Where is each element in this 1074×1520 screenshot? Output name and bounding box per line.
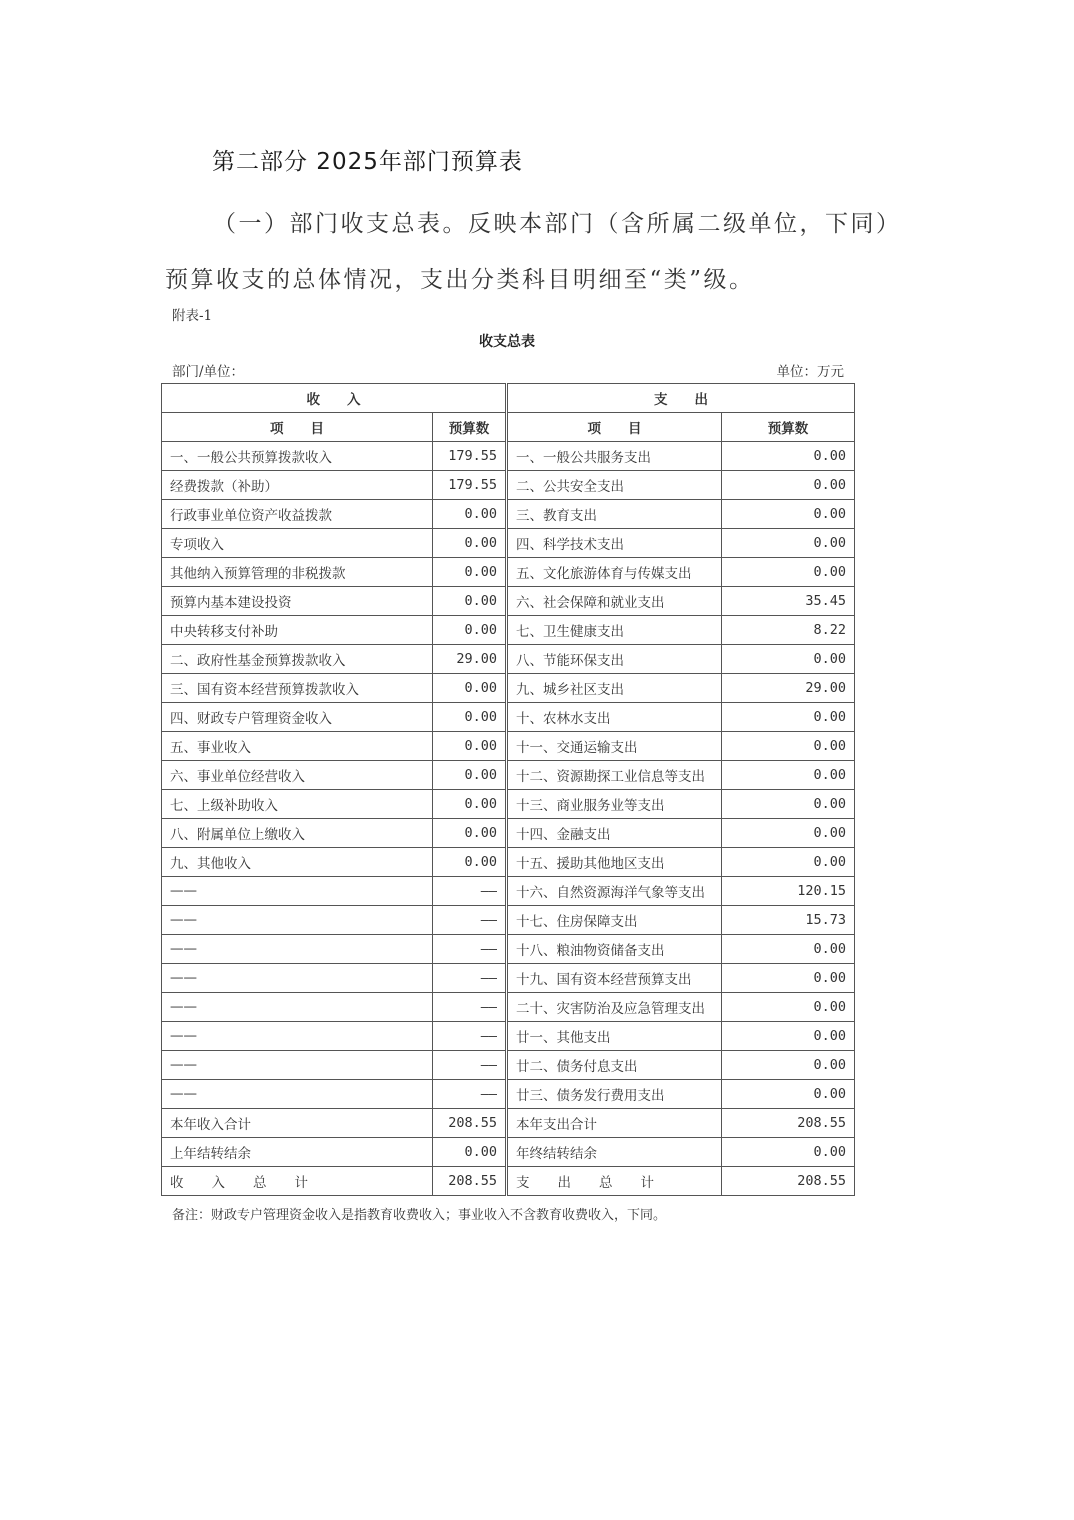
table-row (162, 558, 855, 587)
expense-value-cell: 0.00 (722, 848, 855, 877)
table-row (162, 761, 855, 790)
expense-value-cell: 0.00 (722, 645, 855, 674)
table-row (162, 1080, 855, 1109)
income-item-cell: 三、国有资本经营预算拨款收入 (162, 674, 433, 703)
appendix-label: 附表-1 (172, 308, 213, 324)
table-row (162, 1138, 855, 1167)
table-note: 备注：财政专户管理资金收入是指教育收费收入；事业收入不含教育收费收入，下同。 (172, 1208, 667, 1223)
table-row (162, 935, 855, 964)
expense-item-cell: 十一、交通运输支出 (508, 732, 722, 761)
expense-item-cell: 十六、自然资源海洋气象等支出 (508, 877, 722, 906)
income-value-cell: —— (433, 964, 506, 993)
expense-value-cell: 8.22 (722, 616, 855, 645)
income-item-cell: —— (162, 1080, 433, 1109)
income-item-cell: 收入总计 (162, 1167, 433, 1196)
table-row (162, 471, 855, 500)
income-item-cell: —— (162, 993, 433, 1022)
expense-value-cell: 35.45 (722, 587, 855, 616)
expense-budget-header: 预算数 (722, 413, 855, 442)
expense-value-cell: 0.00 (722, 1051, 855, 1080)
income-value-cell: 0.00 (433, 848, 506, 877)
expense-value-cell: 0.00 (722, 500, 855, 529)
income-value-cell: —— (433, 935, 506, 964)
income-item-cell: 本年收入合计 (162, 1109, 433, 1138)
expense-item-cell: 廿二、债务付息支出 (508, 1051, 722, 1080)
income-value-cell: 0.00 (433, 1138, 506, 1167)
table-row (162, 993, 855, 1022)
income-item-cell: 五、事业收入 (162, 732, 433, 761)
expense-value-cell: 0.00 (722, 1138, 855, 1167)
expense-value-cell: 0.00 (722, 732, 855, 761)
income-item-cell: —— (162, 935, 433, 964)
income-item-cell: —— (162, 906, 433, 935)
expense-item-cell: 九、城乡社区支出 (508, 674, 722, 703)
table-row (162, 703, 855, 732)
expense-value-cell: 15.73 (722, 906, 855, 935)
expense-item-cell: 本年支出合计 (508, 1109, 722, 1138)
expense-value-cell: 0.00 (722, 442, 855, 471)
income-item-cell: 九、其他收入 (162, 848, 433, 877)
expense-value-cell: 0.00 (722, 964, 855, 993)
income-item-cell: —— (162, 964, 433, 993)
expense-value-cell: 120.15 (722, 877, 855, 906)
table-row (162, 790, 855, 819)
expense-item-cell: 十八、粮油物资储备支出 (508, 935, 722, 964)
table-row (162, 964, 855, 993)
expense-value-cell: 29.00 (722, 674, 855, 703)
income-value-cell: 0.00 (433, 819, 506, 848)
income-value-cell: —— (433, 1080, 506, 1109)
table-header-row (162, 384, 855, 413)
table-title: 收支总表 (479, 334, 535, 350)
table-row (162, 500, 855, 529)
income-value-cell: 179.55 (433, 442, 506, 471)
table-row (162, 732, 855, 761)
income-value-cell: 0.00 (433, 529, 506, 558)
income-value-cell: 0.00 (433, 703, 506, 732)
income-item-cell: 一、一般公共预算拨款收入 (162, 442, 433, 471)
income-value-cell: 29.00 (433, 645, 506, 674)
table-row (162, 1109, 855, 1138)
expense-item-cell: 支出总计 (508, 1167, 722, 1196)
section-title: 第二部分 2025年部门预算表 (212, 149, 523, 175)
income-value-cell: —— (433, 1051, 506, 1080)
income-item-cell: 其他纳入预算管理的非税拨款 (162, 558, 433, 587)
expense-item-cell: 三、教育支出 (508, 500, 722, 529)
income-item-cell: —— (162, 1022, 433, 1051)
expense-item-cell: 十、农林水支出 (508, 703, 722, 732)
table-row (162, 616, 855, 645)
expense-value-cell: 0.00 (722, 1022, 855, 1051)
expense-value-cell: 208.55 (722, 1109, 855, 1138)
income-header: 收 入 (162, 384, 506, 413)
expense-item-cell: 八、节能环保支出 (508, 645, 722, 674)
income-item-cell: 预算内基本建设投资 (162, 587, 433, 616)
expense-item-cell: 十五、援助其他地区支出 (508, 848, 722, 877)
expense-item-cell: 二、公共安全支出 (508, 471, 722, 500)
intro-paragraph (165, 196, 925, 308)
expense-item-cell: 廿三、债务发行费用支出 (508, 1080, 722, 1109)
expense-value-cell: 0.00 (722, 529, 855, 558)
expense-item-cell: 二十、灾害防治及应急管理支出 (508, 993, 722, 1022)
table-row (162, 877, 855, 906)
income-item-cell: 六、事业单位经营收入 (162, 761, 433, 790)
expense-item-header: 项 目 (508, 413, 722, 442)
expense-item-cell: 十三、商业服务业等支出 (508, 790, 722, 819)
income-value-cell: —— (433, 993, 506, 1022)
budget-table (161, 383, 855, 1196)
expense-item-cell: 十七、住房保障支出 (508, 906, 722, 935)
expense-item-cell: 四、科学技术支出 (508, 529, 722, 558)
expense-value-cell: 0.00 (722, 558, 855, 587)
table-row (162, 848, 855, 877)
table-row (162, 1167, 855, 1196)
income-value-cell: 0.00 (433, 500, 506, 529)
income-item-cell: 中央转移支付补助 (162, 616, 433, 645)
expense-value-cell: 208.55 (722, 1167, 855, 1196)
income-budget-header: 预算数 (433, 413, 506, 442)
income-item-cell: —— (162, 877, 433, 906)
income-item-cell: —— (162, 1051, 433, 1080)
income-value-cell: —— (433, 877, 506, 906)
table-row (162, 645, 855, 674)
income-item-header: 项 目 (162, 413, 433, 442)
income-item-cell: 二、政府性基金预算拨款收入 (162, 645, 433, 674)
income-value-cell: 0.00 (433, 587, 506, 616)
expense-value-cell: 0.00 (722, 790, 855, 819)
expense-value-cell: 0.00 (722, 761, 855, 790)
income-value-cell: 0.00 (433, 616, 506, 645)
income-value-cell: 208.55 (433, 1109, 506, 1138)
expense-value-cell: 0.00 (722, 993, 855, 1022)
income-item-cell: 八、附属单位上缴收入 (162, 819, 433, 848)
income-value-cell: —— (433, 1022, 506, 1051)
unit-label: 单位：万元 (776, 364, 844, 380)
income-item-cell: 四、财政专户管理资金收入 (162, 703, 433, 732)
table-row (162, 906, 855, 935)
income-value-cell: 0.00 (433, 558, 506, 587)
table-row (162, 819, 855, 848)
expense-value-cell: 0.00 (722, 471, 855, 500)
expense-item-cell: 年终结转结余 (508, 1138, 722, 1167)
expense-value-cell: 0.00 (722, 1080, 855, 1109)
income-value-cell: 0.00 (433, 674, 506, 703)
expense-item-cell: 一、一般公共服务支出 (508, 442, 722, 471)
table-row (162, 442, 855, 471)
table-subheader-row (162, 413, 855, 442)
expense-item-cell: 五、文化旅游体育与传媒支出 (508, 558, 722, 587)
income-item-cell: 经费拨款（补助） (162, 471, 433, 500)
table-row (162, 1022, 855, 1051)
department-label: 部门/单位： (172, 364, 245, 380)
income-value-cell: 208.55 (433, 1167, 506, 1196)
table-row (162, 1051, 855, 1080)
expense-value-cell: 0.00 (722, 703, 855, 732)
income-item-cell: 专项收入 (162, 529, 433, 558)
income-item-cell: 行政事业单位资产收益拨款 (162, 500, 433, 529)
income-value-cell: 0.00 (433, 732, 506, 761)
income-value-cell: 0.00 (433, 790, 506, 819)
expense-item-cell: 十四、金融支出 (508, 819, 722, 848)
table-row (162, 587, 855, 616)
expense-item-cell: 六、社会保障和就业支出 (508, 587, 722, 616)
income-value-cell: 179.55 (433, 471, 506, 500)
income-value-cell: 0.00 (433, 761, 506, 790)
expense-header: 支 出 (508, 384, 855, 413)
table-row (162, 674, 855, 703)
income-value-cell: —— (433, 906, 506, 935)
intro-paragraph-text: （一）部门收支总表。反映本部门（含所属二级单位，下同）预算收支的总体情况，支出分类科目明细至“类”级。 (165, 211, 902, 293)
expense-item-cell: 十二、资源勘探工业信息等支出 (508, 761, 722, 790)
expense-item-cell: 七、卫生健康支出 (508, 616, 722, 645)
income-item-cell: 上年结转结余 (162, 1138, 433, 1167)
expense-item-cell: 廿一、其他支出 (508, 1022, 722, 1051)
table-row (162, 529, 855, 558)
expense-value-cell: 0.00 (722, 935, 855, 964)
expense-item-cell: 十九、国有资本经营预算支出 (508, 964, 722, 993)
income-item-cell: 七、上级补助收入 (162, 790, 433, 819)
expense-value-cell: 0.00 (722, 819, 855, 848)
